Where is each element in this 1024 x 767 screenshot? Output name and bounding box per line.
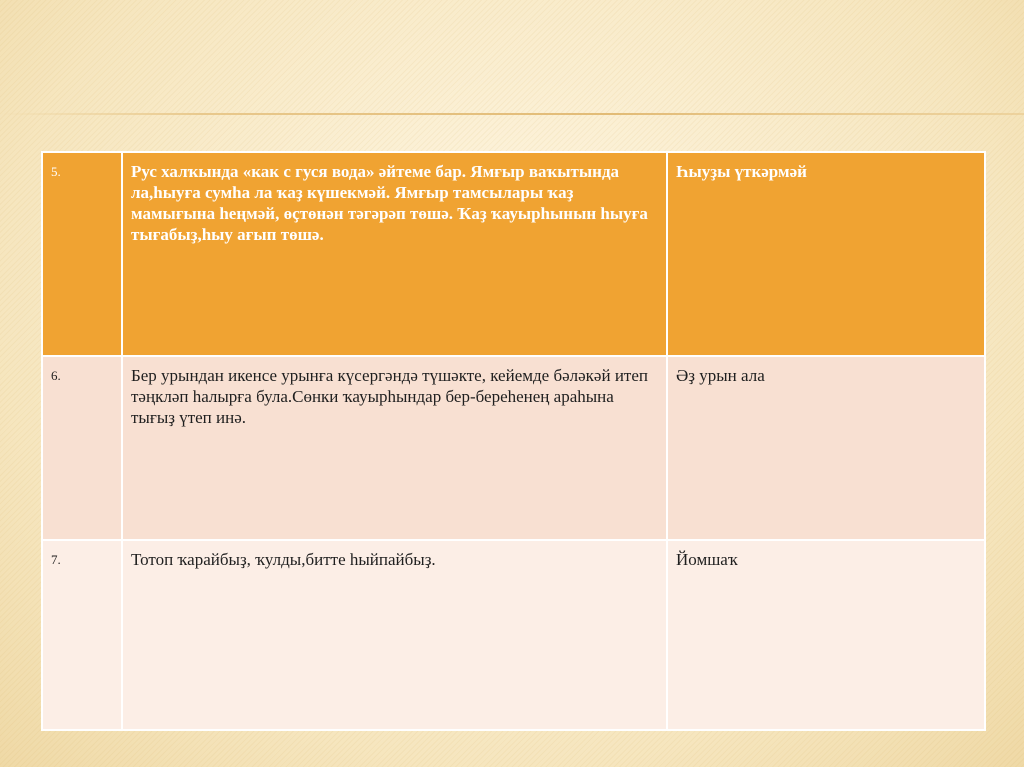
row-description: Рус халҡында «как с гуся вода» әйтеме бар. Ямғыр ваҡытында ла,һыуға сумһа ла ҡаҙ күшекмәй. Ямғыр тамсылары ҡаҙ мамығына һеңмәй, өҫтөнән тәгәрәп төшә. Ҡаҙ ҡауырһынын һыуға тығабыҙ,һыу ағып төшә. bbox=[122, 152, 667, 356]
row-answer: Йомшаҡ bbox=[667, 540, 985, 730]
row-answer: Һыуҙы үткәрмәй bbox=[667, 152, 985, 356]
row-description: Бер урындан икенсе урынға күсергәндә түшәкте, кейемде бәләкәй итеп тәңкләп һалырға була.Сөнки ҡауырһындар бер-береһенең араһына тығыҙ үтеп инә. bbox=[122, 356, 667, 540]
row-number: 5. bbox=[42, 152, 122, 356]
row-number: 7. bbox=[42, 540, 122, 730]
row-number: 6. bbox=[42, 356, 122, 540]
table-row bbox=[42, 152, 985, 356]
row-description: Тотоп ҡарайбыҙ, ҡулды,битте һыйпайбыҙ. bbox=[122, 540, 667, 730]
decorative-rule bbox=[0, 113, 1024, 115]
table-row bbox=[42, 540, 985, 730]
slide-table bbox=[41, 151, 986, 731]
row-answer: Әҙ урын ала bbox=[667, 356, 985, 540]
table-row bbox=[42, 356, 985, 540]
